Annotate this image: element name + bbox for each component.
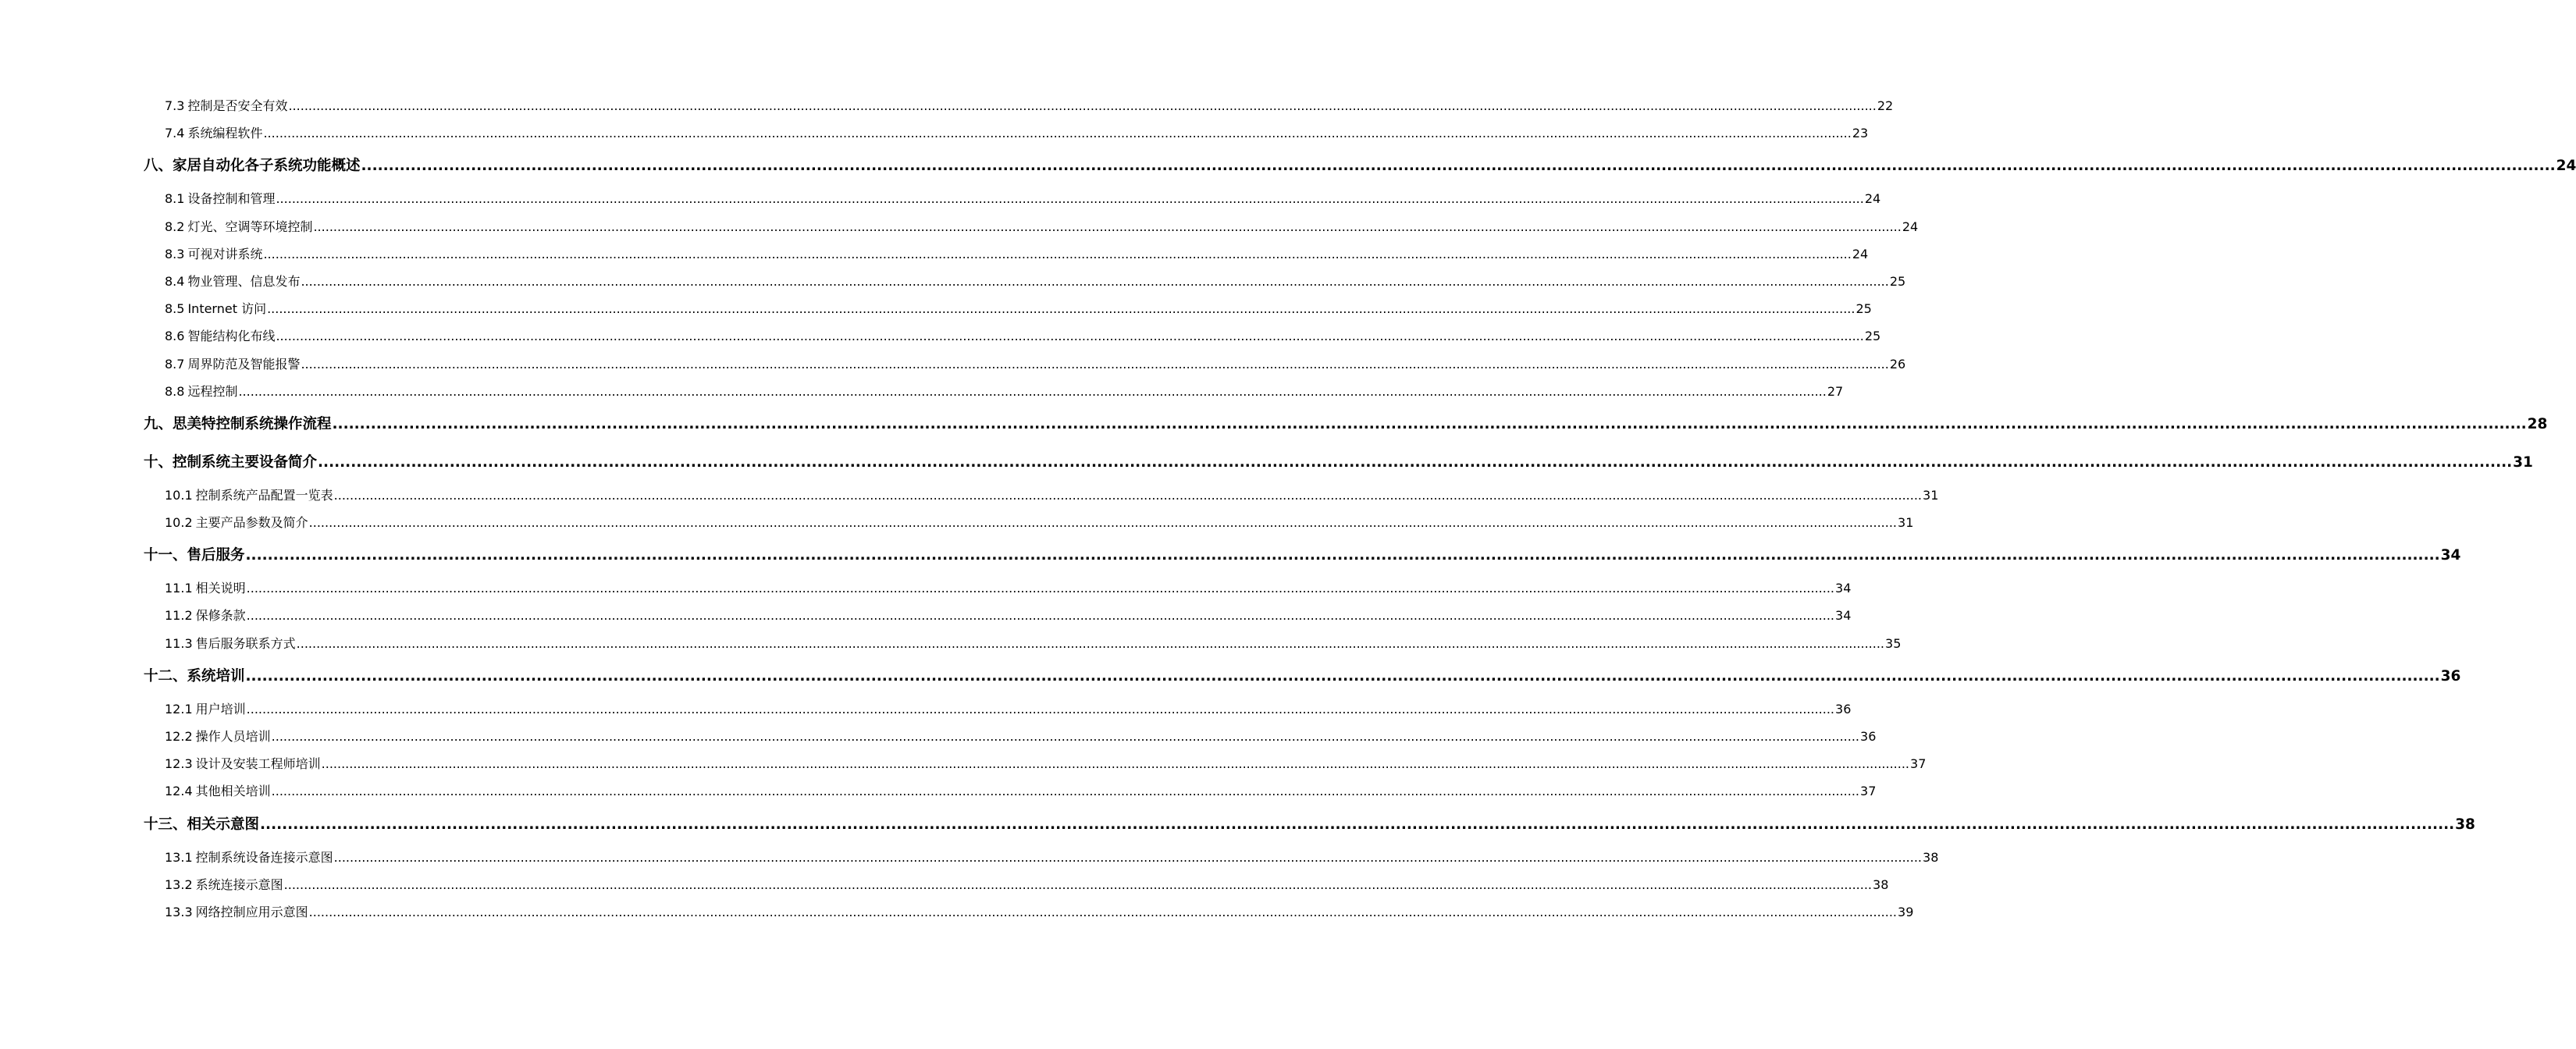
toc-dot-leader: ................................................................................................................................................................................................................................................................................................................................................................................................................: [267, 301, 1856, 317]
toc-dot-leader: ................................................................................................................................................................................................................................................................................................................................................................................................................: [333, 849, 1923, 865]
toc-page-number: 39: [1898, 904, 1914, 919]
toc-page-number: 27: [1827, 383, 1844, 399]
toc-entry-title: 控制是否安全有效: [187, 98, 288, 113]
toc-entry-label: [144, 443, 317, 482]
toc-page-number: 22: [1877, 98, 1894, 113]
toc-entry-number: 十一、: [144, 547, 187, 564]
toc-entry-number: 8.6: [165, 329, 185, 344]
toc-page-number: 26: [1889, 356, 1906, 372]
toc-page-number: 38: [1873, 877, 1889, 892]
toc-entry-title: 保修条款: [195, 608, 246, 624]
table-of-contents: [144, 92, 2576, 926]
toc-entry-number: 8.4: [165, 273, 185, 289]
toc-dot-leader: ................................................................................................................................................................................................................................................................................................................................................................................................................: [301, 356, 1889, 372]
toc-page-number: 24: [1852, 246, 1869, 261]
toc-entry-number: 11.3: [165, 635, 193, 651]
toc-entry-label: [144, 657, 245, 695]
toc-entry-number: 九、: [144, 415, 173, 432]
toc-entry-title: 操作人员培训: [195, 729, 271, 744]
toc-dot-leader: ................................................................................................................................................................................................................................................................................................................................................................................................................: [301, 273, 1889, 289]
toc-entry-number: 7.3: [165, 98, 185, 113]
toc-entry-title: 相关说明: [195, 581, 246, 596]
toc-entry-title: 售后服务联系方式: [195, 635, 296, 651]
toc-entry-number: 十二、: [144, 667, 187, 685]
toc-chapter-entry[interactable]: [144, 805, 2475, 844]
toc-page-number: 31: [2513, 453, 2533, 471]
toc-page-number: 31: [1923, 487, 1939, 503]
toc-entry-label: [165, 602, 246, 629]
toc-entry-number: 13.1: [165, 849, 193, 865]
toc-entry-title: 主要产品参数及简介: [195, 515, 308, 531]
toc-dot-leader: ................................................................................................................................................................................................................................................................................................................................................................................................................: [296, 635, 1885, 651]
toc-chapter-entry[interactable]: [144, 405, 2548, 443]
toc-dot-leader: ................................................................................................................................................................................................................................................................................................................................................................................................................: [263, 246, 1852, 261]
toc-entry-number: 7.4: [165, 126, 185, 141]
toc-entry-title: 网络控制应用示意图: [195, 904, 308, 919]
toc-chapter-entry[interactable]: [144, 536, 2461, 574]
toc-entry-title: 相关示意图: [187, 816, 260, 833]
toc-entry-title: 智能结构化布线: [187, 329, 276, 344]
toc-dot-leader: ................................................................................................................................................................................................................................................................................................................................................................................................................: [263, 126, 1852, 141]
toc-entry-label: [144, 147, 361, 185]
toc-entry-label: [144, 405, 332, 443]
toc-dot-leader: ................................................................................................................................................................................................................................................................................................................................................................................................................: [276, 191, 1864, 207]
toc-page-number: 24: [2556, 158, 2576, 175]
toc-section-entry[interactable]: [144, 777, 1877, 805]
toc-dot-leader: ................................................................................................................................................................................................................................................................................................................................................................................................................: [271, 784, 1860, 799]
toc-dot-leader: ................................................................................................................................................................................................................................................................................................................................................................................................................: [276, 329, 1864, 344]
toc-section-entry[interactable]: [144, 119, 1869, 147]
toc-section-entry[interactable]: [144, 750, 1927, 777]
toc-entry-number: 12.4: [165, 784, 193, 799]
toc-entry-label: [165, 240, 262, 268]
toc-page-number: 36: [2440, 667, 2461, 685]
toc-entry-number: 12.2: [165, 729, 193, 744]
toc-entry-number: 8.2: [165, 219, 185, 234]
toc-section-entry[interactable]: [144, 350, 1906, 378]
toc-page-number: 31: [1898, 515, 1914, 531]
toc-entry-label: [165, 213, 312, 240]
toc-entry-number: 10.2: [165, 515, 193, 531]
toc-section-entry[interactable]: [144, 213, 1919, 240]
toc-chapter-entry[interactable]: [144, 147, 2576, 185]
toc-page-number: 35: [1885, 635, 1902, 651]
toc-entry-number: 13.3: [165, 904, 193, 919]
toc-section-entry[interactable]: [144, 240, 1869, 268]
toc-section-entry[interactable]: [144, 268, 1906, 295]
toc-section-entry[interactable]: [144, 695, 1852, 723]
toc-dot-leader: ................................................................................................................................................................................................................................................................................................................................................................................................................: [318, 453, 2513, 471]
toc-entry-title: 控制系统产品配置一览表: [195, 487, 333, 503]
toc-entry-number: 11.1: [165, 581, 193, 596]
toc-section-entry[interactable]: [144, 185, 1881, 212]
toc-page-number: 38: [1923, 849, 1939, 865]
toc-page-number: 34: [1835, 581, 1852, 596]
toc-section-entry[interactable]: [144, 574, 1852, 602]
toc-dot-leader: ................................................................................................................................................................................................................................................................................................................................................................................................................: [321, 756, 1910, 772]
toc-section-entry[interactable]: [144, 723, 1877, 750]
toc-section-entry[interactable]: [144, 482, 1939, 509]
toc-entry-title: 系统编程软件: [187, 126, 263, 141]
toc-page-number: 25: [1889, 273, 1906, 289]
toc-page-number: 37: [1860, 784, 1877, 799]
toc-dot-leader: ................................................................................................................................................................................................................................................................................................................................................................................................................: [283, 877, 1873, 892]
toc-entry-label: [165, 378, 237, 405]
toc-page-number: 38: [2455, 816, 2475, 833]
toc-page-number: 24: [1902, 219, 1919, 234]
toc-section-entry[interactable]: [144, 322, 1881, 350]
toc-entry-title: 设计及安装工程师培训: [195, 756, 321, 772]
toc-section-entry[interactable]: [144, 509, 1914, 536]
toc-section-entry[interactable]: [144, 630, 1902, 657]
toc-entry-label: [165, 482, 333, 509]
toc-section-entry[interactable]: [144, 898, 1914, 926]
toc-dot-leader: ................................................................................................................................................................................................................................................................................................................................................................................................................: [332, 415, 2527, 432]
toc-entry-title: 家居自动化各子系统功能概述: [173, 158, 361, 175]
toc-entry-number: 10.1: [165, 487, 193, 503]
toc-entry-label: [165, 509, 308, 536]
toc-entry-title: 系统连接示意图: [195, 877, 283, 892]
toc-entry-number: 8.3: [165, 246, 185, 261]
toc-entry-title: 控制系统设备连接示意图: [195, 849, 333, 865]
toc-entry-title: 灯光、空调等环境控制: [187, 219, 313, 234]
toc-entry-label: [165, 119, 262, 147]
toc-entry-number: 8.1: [165, 191, 185, 207]
toc-entry-title: Internet 访问: [187, 301, 267, 317]
toc-section-entry[interactable]: [144, 602, 1852, 629]
toc-entry-label: [165, 630, 296, 657]
toc-chapter-entry[interactable]: [144, 657, 2461, 695]
toc-page-number: 34: [2440, 547, 2461, 564]
toc-page-number: 23: [1852, 126, 1869, 141]
toc-entry-number: 十、: [144, 453, 173, 471]
toc-dot-leader: ................................................................................................................................................................................................................................................................................................................................................................................................................: [308, 904, 1898, 919]
toc-section-entry[interactable]: [144, 871, 1889, 898]
toc-entry-title: 周界防范及智能报警: [187, 356, 301, 372]
toc-dot-leader: ................................................................................................................................................................................................................................................................................................................................................................................................................: [288, 98, 1877, 113]
toc-section-entry[interactable]: [144, 92, 1894, 119]
toc-entry-label: [165, 777, 271, 805]
toc-dot-leader: ................................................................................................................................................................................................................................................................................................................................................................................................................: [313, 219, 1902, 234]
toc-entry-label: [165, 844, 333, 871]
toc-entry-title: 系统培训: [187, 667, 245, 685]
toc-dot-leader: ................................................................................................................................................................................................................................................................................................................................................................................................................: [246, 701, 1835, 717]
toc-section-entry[interactable]: [144, 378, 1844, 405]
toc-entry-label: [165, 574, 246, 602]
toc-dot-leader: ................................................................................................................................................................................................................................................................................................................................................................................................................: [271, 729, 1860, 744]
toc-entry-number: 11.2: [165, 608, 193, 624]
toc-entry-title: 思美特控制系统操作流程: [173, 415, 332, 432]
toc-page-number: 25: [1864, 329, 1881, 344]
toc-entry-label: [144, 805, 259, 844]
toc-entry-number: 13.2: [165, 877, 193, 892]
toc-entry-number: 8.8: [165, 383, 185, 399]
toc-entry-title: 用户培训: [195, 701, 246, 717]
toc-entry-label: [165, 723, 271, 750]
toc-entry-title: 其他相关培训: [195, 784, 271, 799]
toc-dot-leader: ................................................................................................................................................................................................................................................................................................................................................................................................................: [308, 515, 1898, 531]
toc-entry-label: [165, 898, 308, 926]
toc-entry-label: [165, 92, 287, 119]
toc-dot-leader: ................................................................................................................................................................................................................................................................................................................................................................................................................: [260, 816, 2455, 833]
toc-section-entry[interactable]: [144, 844, 1939, 871]
toc-entry-title: 售后服务: [187, 547, 245, 564]
toc-dot-leader: ................................................................................................................................................................................................................................................................................................................................................................................................................: [245, 667, 2440, 685]
toc-dot-leader: ................................................................................................................................................................................................................................................................................................................................................................................................................: [245, 547, 2440, 564]
toc-entry-number: 8.7: [165, 356, 185, 372]
toc-page-number: 28: [2527, 415, 2548, 432]
toc-entry-title: 物业管理、信息发布: [187, 273, 301, 289]
toc-entry-title: 设备控制和管理: [187, 191, 276, 207]
toc-entry-number: 8.5: [165, 301, 185, 317]
toc-entry-number: 12.3: [165, 756, 193, 772]
toc-dot-leader: ................................................................................................................................................................................................................................................................................................................................................................................................................: [361, 158, 2556, 175]
toc-page-number: 37: [1910, 756, 1927, 772]
toc-entry-label: [165, 185, 275, 212]
toc-dot-leader: ................................................................................................................................................................................................................................................................................................................................................................................................................: [333, 487, 1923, 503]
toc-entry-label: [165, 871, 283, 898]
toc-page-number: 36: [1860, 729, 1877, 744]
toc-page-number: 24: [1864, 191, 1881, 207]
toc-entry-label: [165, 695, 246, 723]
toc-entry-label: [165, 750, 321, 777]
toc-dot-leader: ................................................................................................................................................................................................................................................................................................................................................................................................................: [246, 581, 1835, 596]
toc-entry-title: 控制系统主要设备简介: [173, 453, 318, 471]
toc-entry-label: [144, 536, 245, 574]
toc-entry-title: 远程控制: [187, 383, 238, 399]
toc-page-number: 34: [1835, 608, 1852, 624]
toc-entry-label: [165, 295, 266, 322]
toc-page-number: 36: [1835, 701, 1852, 717]
toc-entry-number: 八、: [144, 158, 173, 175]
toc-entry-label: [165, 322, 275, 350]
toc-entry-number: 十三、: [144, 816, 187, 833]
toc-section-entry[interactable]: [144, 295, 1872, 322]
toc-chapter-entry[interactable]: [144, 443, 2533, 482]
toc-entry-label: [165, 350, 300, 378]
toc-entry-number: 12.1: [165, 701, 193, 717]
toc-entry-title: 可视对讲系统: [187, 246, 263, 261]
toc-dot-leader: ................................................................................................................................................................................................................................................................................................................................................................................................................: [246, 608, 1835, 624]
toc-entry-label: [165, 268, 300, 295]
toc-dot-leader: ................................................................................................................................................................................................................................................................................................................................................................................................................: [238, 383, 1827, 399]
toc-page-number: 25: [1856, 301, 1872, 317]
